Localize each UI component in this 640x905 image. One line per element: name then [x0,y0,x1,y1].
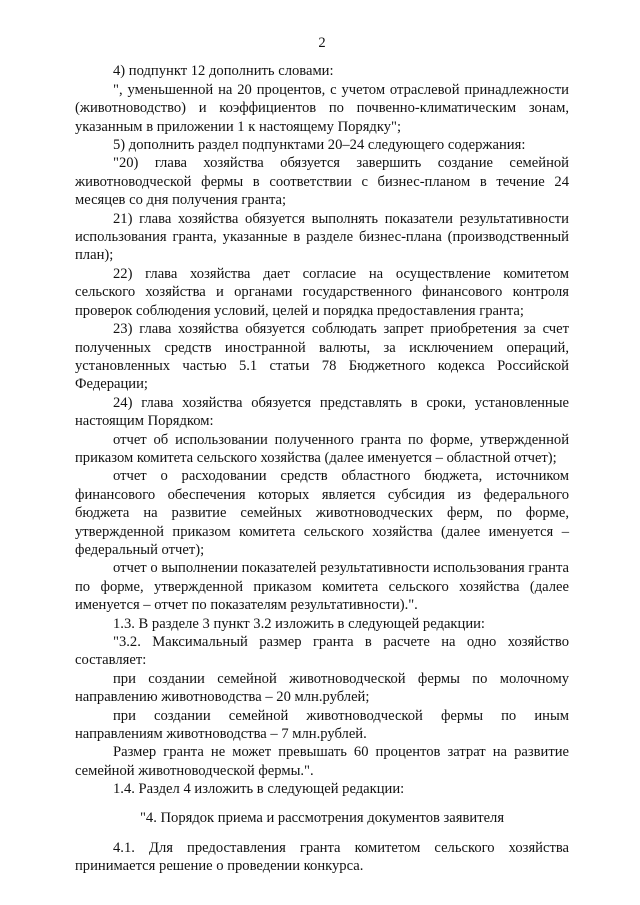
paragraph-clause-4-1: 4.1. Для предоставления гранта комитетом сельского хозяйства принимается решение о проведении конкурса. [75,840,569,875]
paragraph-sub-20: "20) глава хозяйства обязуется завершить создание семейной животноводческой фермы в соответствии с бизнес-планом в течение 24 месяцев со дня получения гранта; [75,155,569,209]
document-page [75,34,569,876]
paragraph-grant-limit: Размер гранта не может превышать 60 процентов затрат на развитие семейной животноводческой фермы.". [75,744,569,779]
paragraph-quote-words: ", уменьшенной на 20 процентов, с учетом отраслевой принадлежности (животноводство) и коэффициентов по почвенно-климатическим зонам, указанным в приложении 1 к настоящему Порядку"; [75,81,569,135]
paragraph-item-5: 5) дополнить раздел подпунктами 20–24 следующего содержания: [113,137,526,154]
paragraph-performance-report: отчет о выполнении показателей результативности использования гранта по форме, утвержденной приказом комитета сельского хозяйства (далее именуется – отчет по показателям результативности).". [75,560,569,614]
paragraph-sub-24: 24) глава хозяйства обязуется представлять в сроки, установленные настоящим Порядком: [75,394,569,430]
paragraph-federal-report: отчет о расходовании средств областного бюджета, источником финансового обеспечения которых является субсидия из федерального бюджета на развитие семейных животноводческих ферм, по форме, утвержденной приказом комитета сельского хозяйства (далее именуется – федеральный отчет); [75,468,569,558]
section-heading: "4. Порядок приема и рассмотрения документов заявителя [139,809,505,826]
paragraph-item-1-3: 1.3. В разделе 3 пункт 3.2 изложить в следующей редакции: [113,615,485,632]
paragraph-sub-21: 21) глава хозяйства обязуется выполнять показатели результативности использования гранта, указанные в разделе бизнес-плана (производственный план); [75,210,569,264]
paragraph-item-4: 4) подпункт 12 дополнить словами: [113,63,334,80]
page-number: 2 [318,35,326,51]
paragraph-sub-22: 22) глава хозяйства дает согласие на осуществление комитетом сельского хозяйства и органами государственного финансового контроля проверок соблюдения условий, целей и порядка предоставления гранта; [75,265,569,319]
paragraph-dairy-grant: при создании семейной животноводческой фермы по молочному направлению животноводства – 20 млн.рублей; [75,670,569,706]
paragraph-regional-report: отчет об использовании полученного гранта по форме, утвержденной приказом комитета сельского хозяйства (далее именуется – областной отчет); [75,431,569,466]
paragraph-clause-3-2: "3.2. Максимальный размер гранта в расчете на одно хозяйство составляет: [75,634,569,669]
paragraph-other-grant: при создании семейной животноводческой фермы по иным направлениям животноводства – 7 млн.рублей. [75,707,569,743]
paragraph-item-1-4: 1.4. Раздел 4 изложить в следующей редакции: [113,781,405,798]
paragraph-sub-23: 23) глава хозяйства обязуется соблюдать запрет приобретения за счет полученных средств иностранной валюты, за исключением операций, установленных частью 5.1 статьи 78 Бюджетного кодекса Российской Федерации; [75,321,569,393]
